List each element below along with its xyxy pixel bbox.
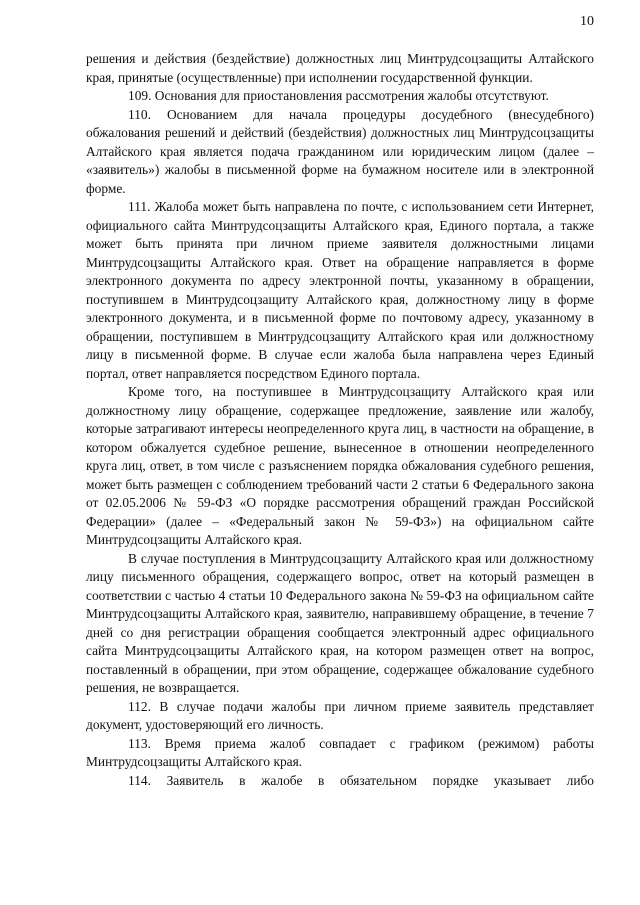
paragraph-114: 114. Заявитель в жалобе в обязательном порядке указывает либо — [128, 772, 594, 788]
paragraph-112: 112. В случае подачи жалобы при личном приеме заявитель представляет документ, удостоверяющий его личность. — [86, 698, 594, 732]
paragraph-110: 110. Основанием для начала процедуры досудебного (внесудебного) обжалования решений и действий (бездействия) должностных лиц Минтрудсоцзащиты Алтайского края является подача гражданином или юридическим лицом (далее – «заявитель») жалобы в письменной форме на бумажном носителе или в электронной форме. — [86, 106, 594, 196]
paragraph-111-moreover: Кроме того, на поступившее в Минтрудсоцзащиту Алтайского края или должностному лицу обращение, содержащее предложение, заявление или жалобу, которые затрагивают интересы неопределенного круга лиц, в частности на обращение, в котором обжалуется судебное решение, вынесенное в отношении неопределенного круга лиц, ответ, в том числе с разъяснением порядка обжалования судебного решения, может быть размещен с соблюдением требований части 2 статьи 6 Федерального закона от 02.05.2006 № 59-ФЗ «О порядке рассмотрения обращений граждан Российской Федерации» (далее – «Федеральный закон № 59-ФЗ») на официальном сайте Минтрудсоцзащиты Алтайского края. — [86, 384, 594, 547]
paragraph-109: 109. Основания для приостановления рассмотрения жалобы отсутствуют. — [128, 88, 549, 103]
paragraph-111: 111. Жалоба может быть направлена по почте, с использованием сети Интернет, официального сайта Минтрудсоцзащиты Алтайского края, Единого портала, а также может быть принята при личном приеме заявителя должностными лицами Минтрудсоцзащиты Алтайского края. Ответ на обращение направляется в форме электронного документа по адресу электронной почты, указанному в обращении, поступившем в Минтрудсоцзащиту Алтайского края, должностному лицу в форме электронного документа, и в письменной форме по почтовому адресу, указанному в обращении, поступившем в Минтрудсоцзащиту Алтайского края или должностному лицу в письменной форме. В случае если жалоба была направлена через Единый портал, ответ направляется посредством Единого портала. — [86, 199, 594, 381]
document-body — [86, 50, 594, 790]
paragraph-113: 113. Время приема жалоб совпадает с графиком (режимом) работы Минтрудсоцзащиты Алтайского края. — [86, 735, 594, 769]
paragraph-111-website-answer: В случае поступления в Минтрудсоцзащиту Алтайского края или должностному лицу письменного обращения, содержащего вопрос, ответ на который размещен в соответствии с частью 4 статьи 10 Федерального закона № 59-ФЗ на официальном сайте Минтрудсоцзащиты Алтайского края, заявителю, направившему обращение, в течение 7 дней со дня регистрации обращения сообщается электронный адрес официального сайта Минтрудсоцзащиты Алтайского края, на котором размещен ответ на вопрос, поставленный в обращении, при этом обращение, содержащее обжалование судебного решения, не возвращается. — [86, 550, 594, 695]
page-number: 10 — [580, 14, 594, 29]
paragraph-continuation: решения и действия (бездействие) должностных лиц Минтрудсоцзащиты Алтайского края, принятые (осуществленные) при исполнении государственной функции. — [86, 51, 594, 85]
